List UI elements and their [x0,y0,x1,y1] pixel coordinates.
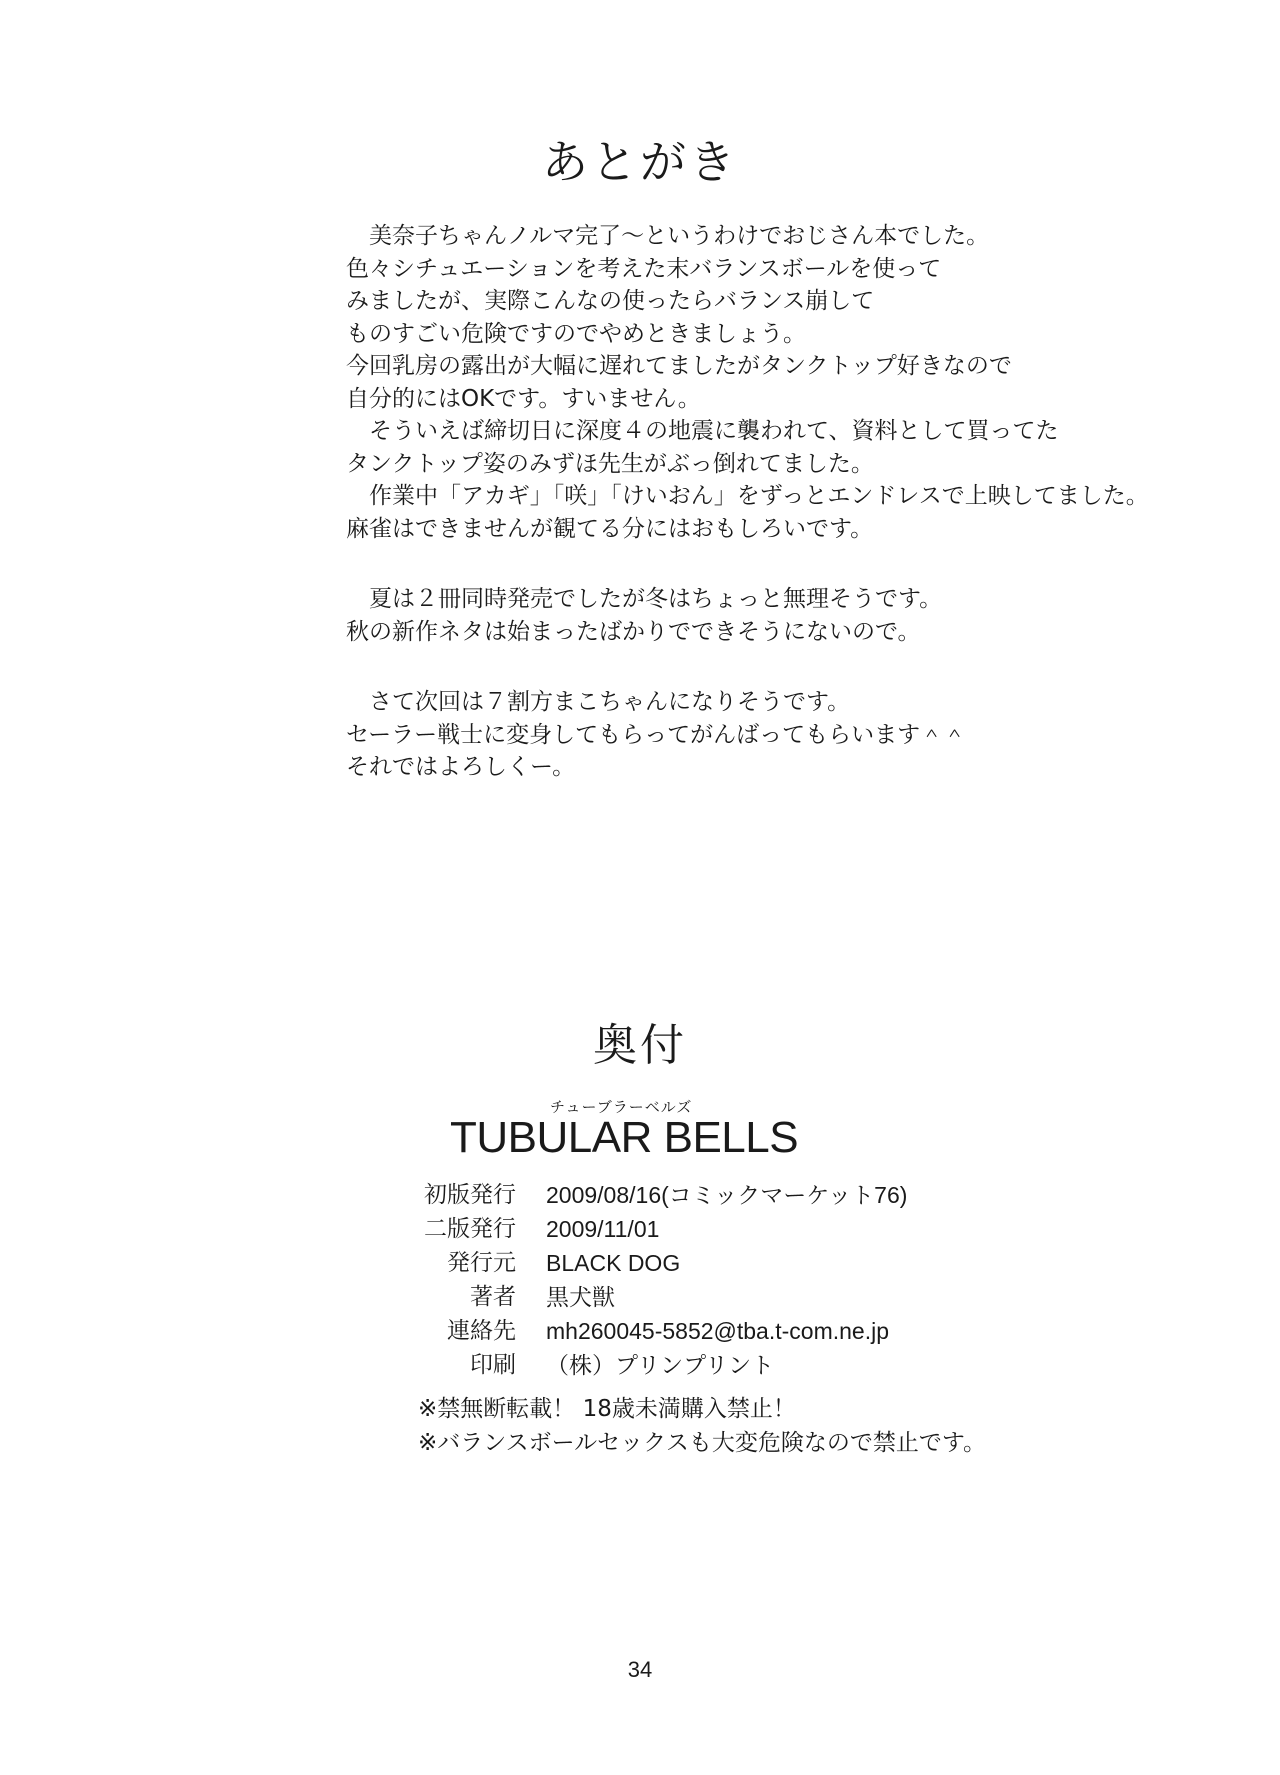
afterword-paragraph [346,583,1246,648]
page-number: 34 [627,1657,653,1682]
colophon-note: ※禁無断転載！ 18歳未満購入禁止！ [418,1396,796,1422]
colophon-value: 2009/08/16(コミックマーケット76) [546,1182,908,1208]
text-line: 色々シチュエーションを考えた末バランスボールを使って [346,255,942,282]
colophon-label: 連絡先 [447,1318,516,1344]
text-line: 秋の新作ネタは始まったばかりでできそうにないので。 [346,618,921,645]
text-line: 自分的にはOKです。すいません。 [346,385,701,412]
afterword-title: あとがき [542,135,738,189]
colophon-notes [418,1392,986,1460]
text-line: そういえば締切日に深度４の地震に襲われて、資料として買ってた [369,418,1059,444]
text-line: 夏は２冊同時発売でしたが冬はちょっと無理そうです。 [369,586,943,612]
book-title-ruby: チューブラーベルズ [550,1098,693,1116]
colophon-label: 著者 [470,1284,516,1310]
colophon-title: 奥付 [593,1020,687,1071]
text-line: 今回乳房の露出が大幅に遅れてましたがタンクトップ好きなので [346,353,1012,379]
text-line: さて次回は７割方まこちゃんになりそうです。 [369,689,851,715]
text-line: セーラー戦士に変身してもらってがんばってもらいます＾＾ [346,721,967,748]
colophon-value: BLACK DOG [546,1250,681,1276]
text-line: 麻雀はできませんが観てる分にはおもしろいです。 [346,515,874,542]
text-line: ものすごい危険ですのでやめときましょう。 [346,320,806,347]
afterword-paragraph [346,220,1246,545]
colophon-label: 二版発行 [424,1216,516,1242]
colophon-label: 印刷 [470,1352,516,1378]
colophon-value: 黒犬獣 [546,1284,615,1310]
colophon-label: 初版発行 [424,1182,516,1208]
book-title: TUBULAR BELLS [450,1113,799,1162]
colophon-note: ※バランスボールセックスも大変危険なので禁止です。 [418,1430,987,1456]
text-line: 作業中「アカギ」「咲」「けいおん」をずっとエンドレスで上映してました。 [369,483,1149,509]
colophon-value: 2009/11/01 [546,1216,660,1242]
colophon-label: 発行元 [447,1250,516,1276]
text-line: それではよろしくー。 [346,754,576,780]
afterword-body [346,220,1246,822]
colophon-value: （株）プリンプリント [546,1352,775,1378]
text-line: みましたが、実際こんなの使ったらバランス崩して [346,288,875,314]
text-line: タンクトップ姿のみずほ先生がぶっ倒れてました。 [346,450,874,477]
afterword-paragraph [346,686,1246,784]
contact-email: mh260045-5852@tba.t-com.ne.jp [546,1318,890,1344]
text-line: 美奈子ちゃんノルマ完了〜というわけでおじさん本でした。 [369,223,990,249]
